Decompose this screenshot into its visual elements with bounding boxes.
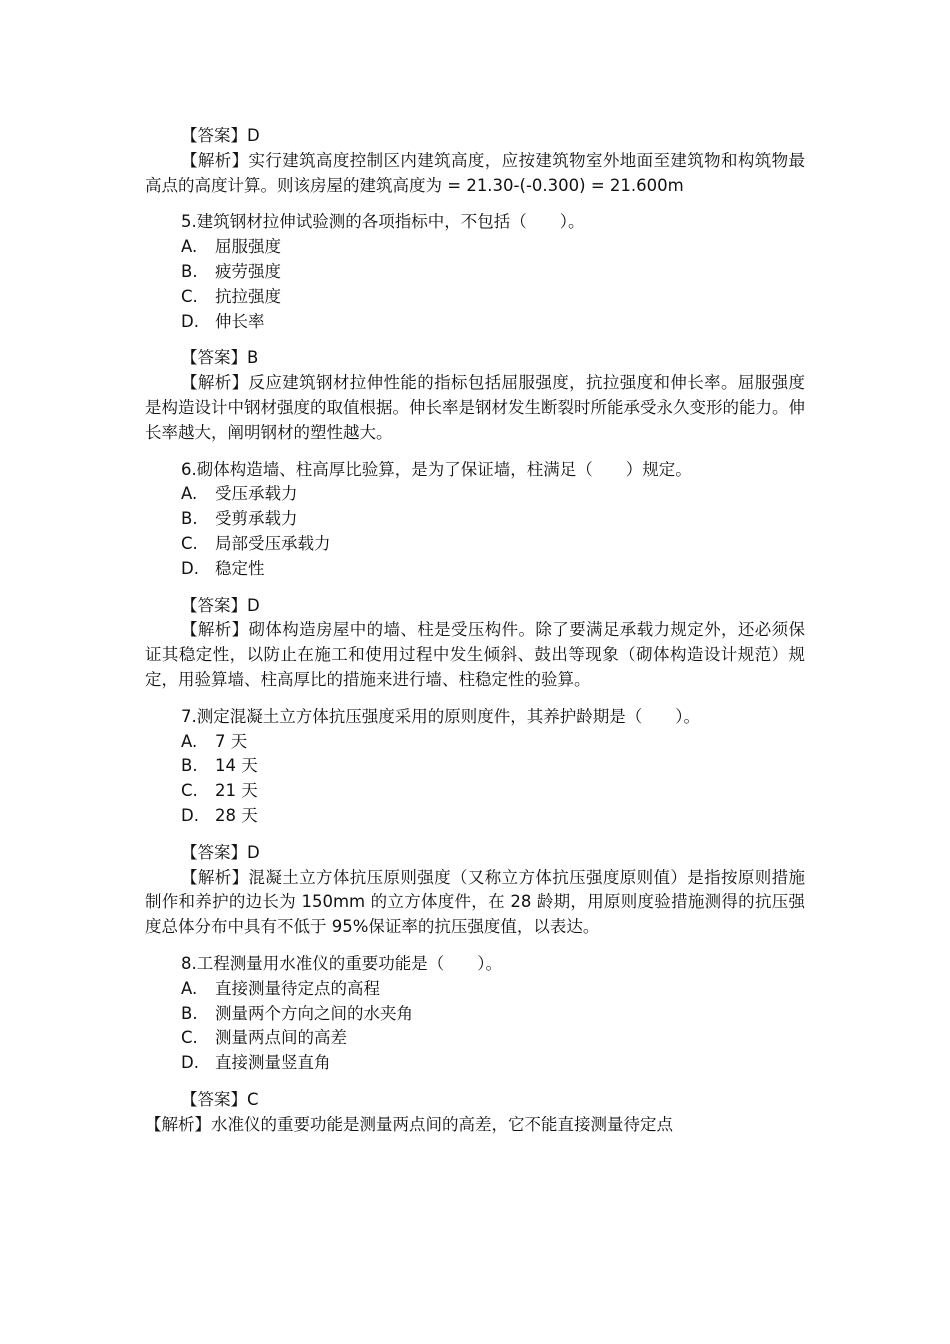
document-page	[145, 124, 805, 1137]
q4-answer: 【答案】D	[181, 126, 260, 145]
q6-option-a: A. 受压承载力	[181, 484, 298, 504]
q8-option-d: D. 直接测量竖直角	[181, 1053, 331, 1073]
q5-option-d: D. 伸长率	[181, 311, 265, 331]
q5-answer: 【答案】B	[181, 348, 259, 368]
q8-option-a: A. 直接测量待定点的高程	[181, 978, 380, 998]
q7-analysis: 【解析】混凝土立方体抗压原则强度（又称立方体抗压强度原则值）是指按原则措施制作和养护的边长为 150mm 的立方体度件，在 28 龄期，用原则度验措施测得的抗压强度总体分布中具有不低于 95%保证率的抗压强度值，以表达。	[145, 867, 805, 937]
q8-option-b: B. 测量两个方向之间的水夹角	[181, 1003, 413, 1023]
q8-option-c: C. 测量两点间的高差	[181, 1028, 347, 1048]
q5-option-c: C. 抗拉强度	[181, 286, 281, 306]
q6-answer: 【答案】D	[181, 595, 260, 615]
q5-option-b: B. 疲劳强度	[181, 261, 281, 281]
q6-option-b: B. 受剪承载力	[181, 509, 298, 529]
q8-answer: 【答案】C	[181, 1089, 259, 1109]
q6-stem: 6.砌体构造墙、柱高厚比验算，是为了保证墙，柱满足（ ）规定。	[181, 459, 692, 479]
q7-option-b: B. 14 天	[181, 756, 258, 776]
q5-analysis: 【解析】反应建筑钢材拉伸性能的指标包括屈服强度，抗拉强度和伸长率。屈服强度是构造设计中钢材强度的取值根据。伸长率是钢材发生断裂时所能承受永久变形的能力。伸长率越大，阐明钢材的塑性越大。	[145, 373, 805, 442]
q6-analysis: 【解析】砌体构造房屋中的墙、柱是受压构件。除了要满足承载力规定外，还必须保证其稳定性，以防止在施工和使用过程中发生倾斜、鼓出等现象（砌体构造设计规范）规定，用验算墙、柱高厚比的措施来进行墙、柱稳定性的验算。	[145, 620, 805, 689]
q7-answer: 【答案】D	[181, 842, 260, 862]
q8-stem: 8.工程测量用水准仪的重要功能是（ ）。	[181, 953, 502, 973]
q5-option-a: A. 屈服强度	[181, 237, 281, 257]
q7-option-c: C. 21 天	[181, 781, 258, 801]
q7-option-a: A. 7 天	[181, 731, 248, 751]
q7-option-d: D. 28 天	[181, 805, 258, 825]
q6-option-c: C. 局部受压承载力	[181, 533, 331, 553]
q5-stem: 5.建筑钢材拉伸试验测的各项指标中，不包括（ ）。	[181, 212, 585, 232]
q4-analysis: 【解析】实行建筑高度控制区内建筑高度，应按建筑物室外地面至建筑物和构筑物最高点的高度计算。则该房屋的建筑高度为 = 21.30-(-0.300) = 21.600m	[145, 150, 805, 195]
q7-stem: 7.测定混凝土立方体抗压强度采用的原则度件，其养护龄期是（ ）。	[181, 706, 700, 726]
q6-option-d: D. 稳定性	[181, 558, 265, 578]
q8-analysis: 【解析】水准仪的重要功能是测量两点间的高差，它不能直接测量待定点	[145, 1114, 673, 1134]
